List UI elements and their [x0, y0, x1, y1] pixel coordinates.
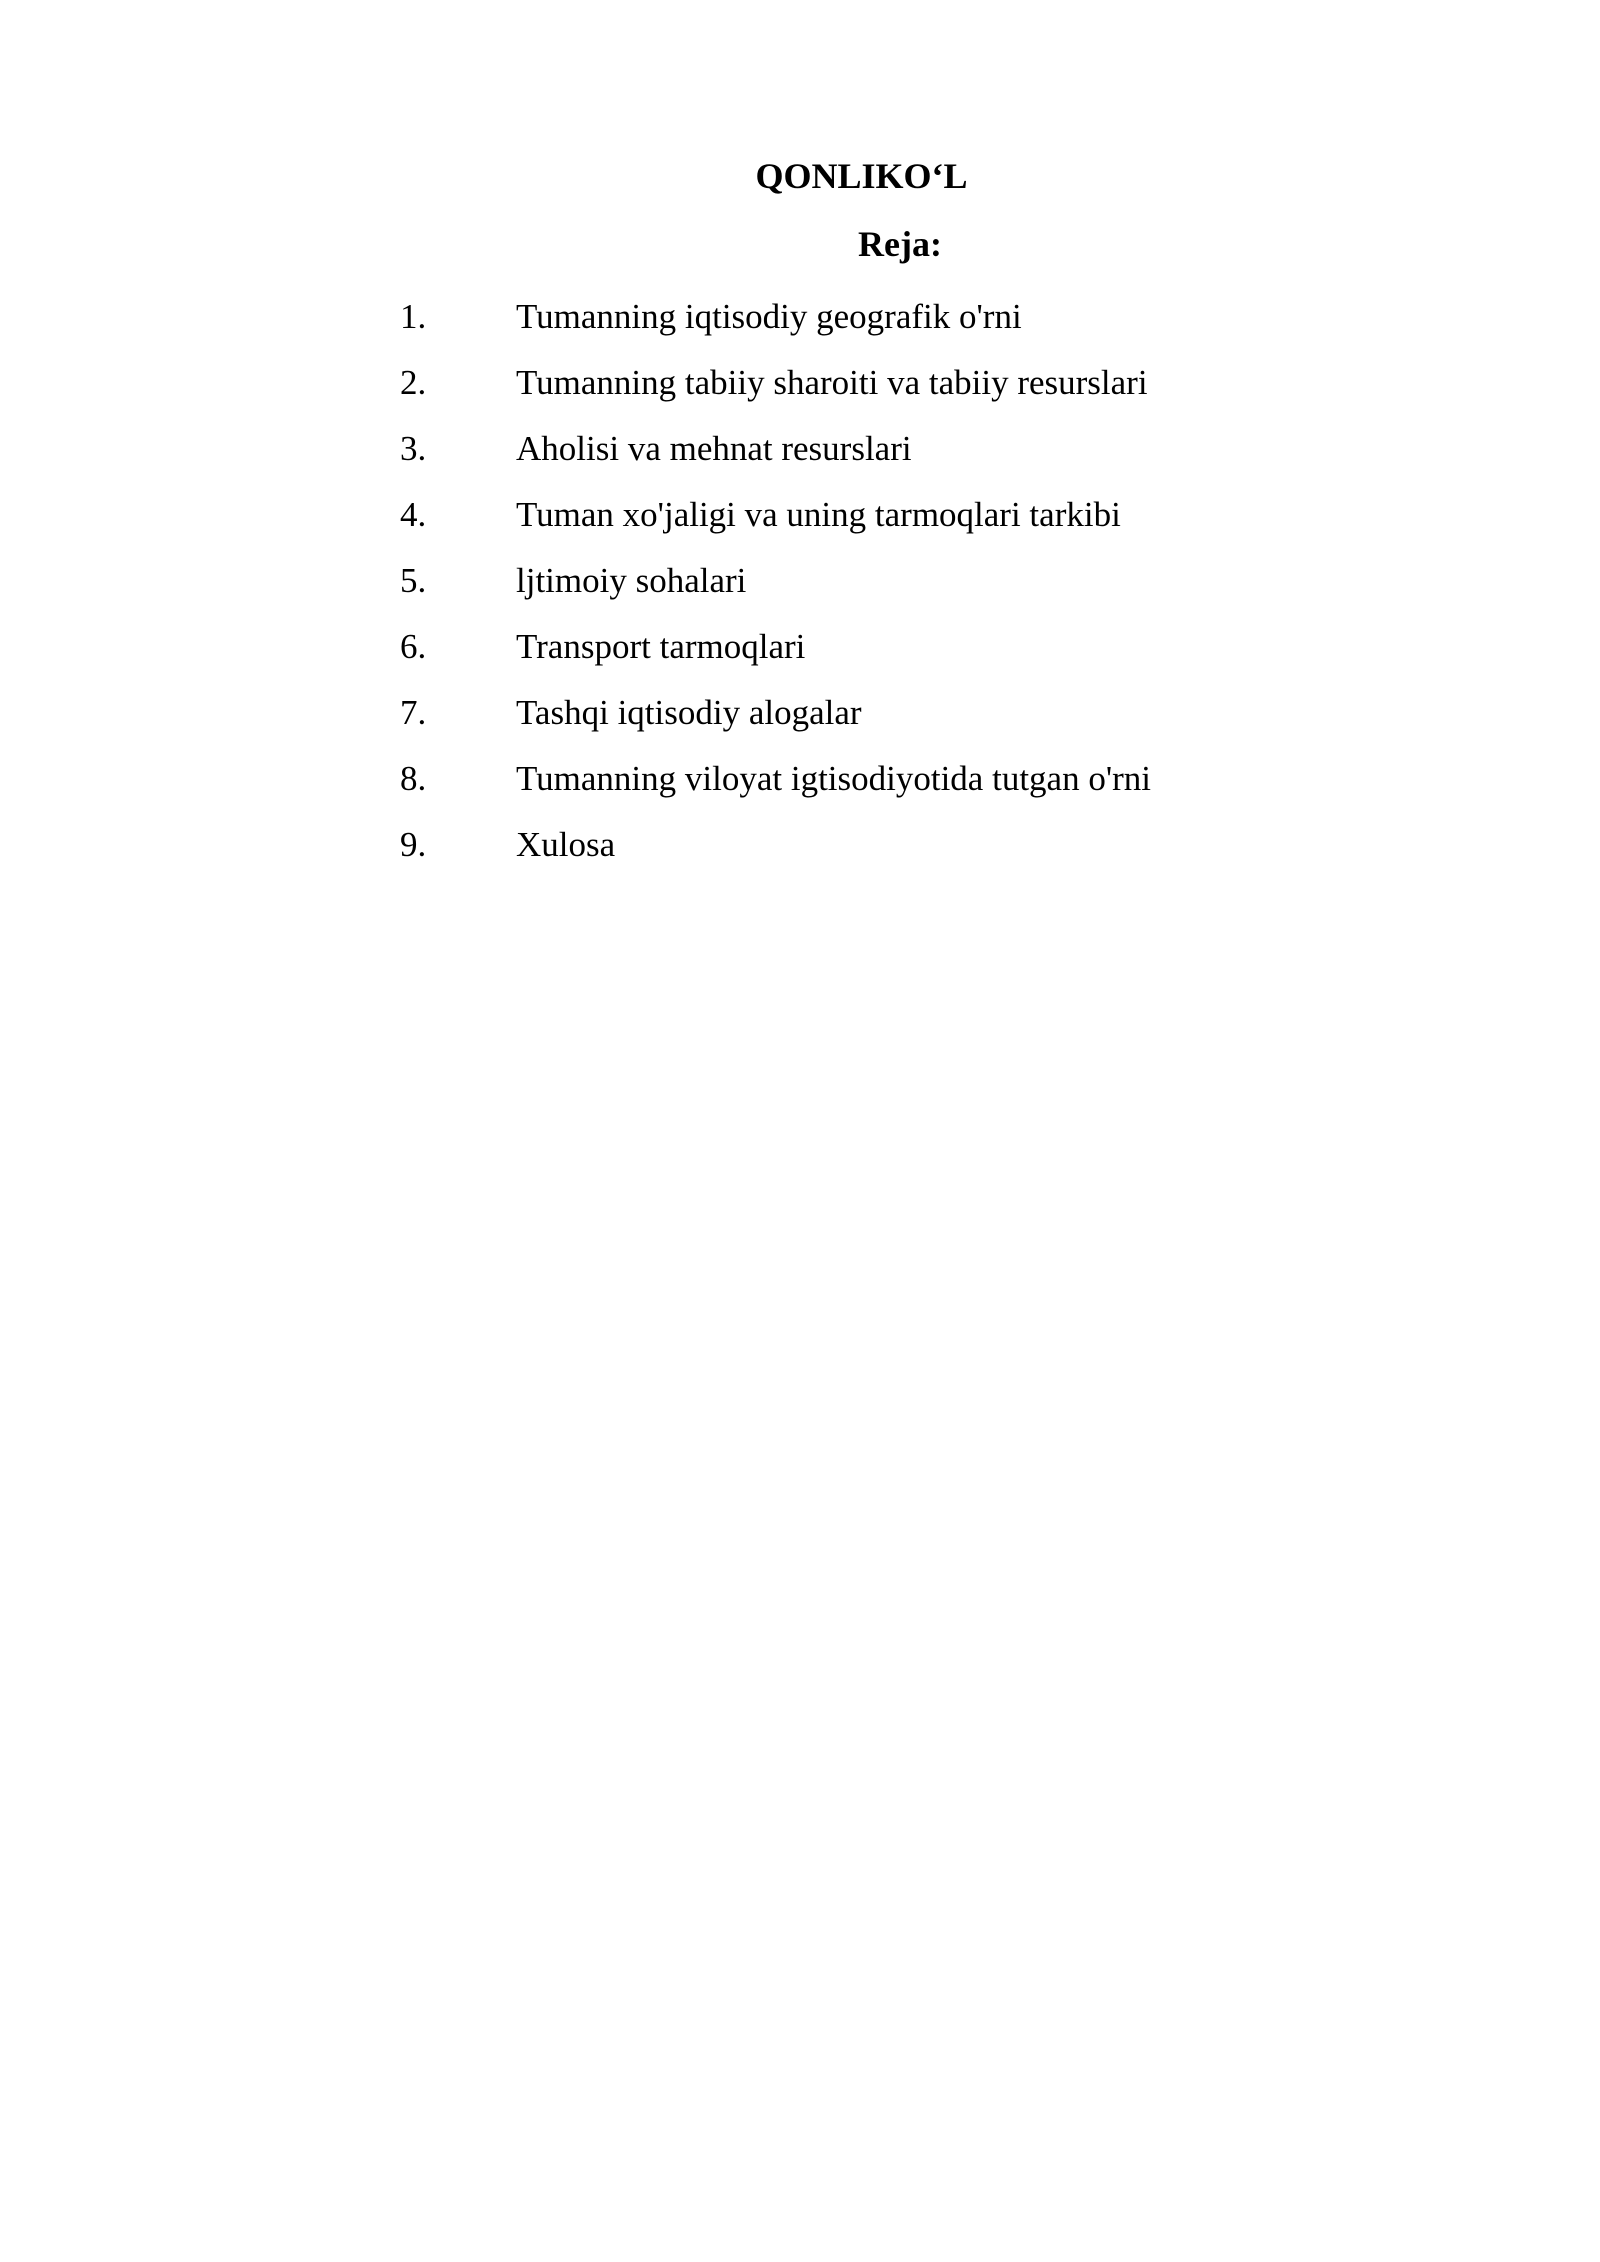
plan-item — [400, 746, 1400, 812]
plan-item — [400, 812, 1400, 878]
plan-item-number: 7. — [400, 693, 427, 732]
plan-item-text: Tumanning tabiiy sharoiti va tabiiy resurslari — [516, 363, 1148, 402]
plan-item-number: 1. — [400, 297, 427, 336]
plan-item-number: 8. — [400, 759, 427, 798]
document-title: QONLIKO‘L — [755, 156, 968, 196]
plan-item — [400, 284, 1400, 350]
plan-item-text: Xulosa — [516, 825, 616, 864]
plan-item-text: Tuman xo'jaligi va uning tarmoqlari tarkibi — [516, 495, 1121, 534]
plan-heading: Reja: — [858, 224, 942, 264]
plan-list — [400, 284, 1400, 878]
plan-item-number: 6. — [400, 627, 427, 666]
plan-item-text: Tashqi iqtisodiy alogalar — [516, 693, 862, 732]
plan-item-number: 4. — [400, 495, 427, 534]
plan-item-text: Tumanning iqtisodiy geografik o'rni — [516, 297, 1022, 336]
plan-item-number: 2. — [400, 363, 427, 402]
plan-item — [400, 680, 1400, 746]
plan-item-number: 9. — [400, 825, 427, 864]
plan-item — [400, 548, 1400, 614]
plan-item-text: Tumanning viloyat igtisodiyotida tutgan o'rni — [516, 759, 1152, 798]
plan-item — [400, 416, 1400, 482]
plan-item-number: 3. — [400, 429, 427, 468]
plan-item — [400, 614, 1400, 680]
plan-item — [400, 482, 1400, 548]
plan-item-text: Aholisi va mehnat resurslari — [516, 429, 912, 468]
plan-item-text: ljtimoiy sohalari — [516, 561, 747, 600]
plan-item-number: 5. — [400, 561, 427, 600]
plan-item-text: Transport tarmoqlari — [516, 627, 806, 666]
plan-item — [400, 350, 1400, 416]
